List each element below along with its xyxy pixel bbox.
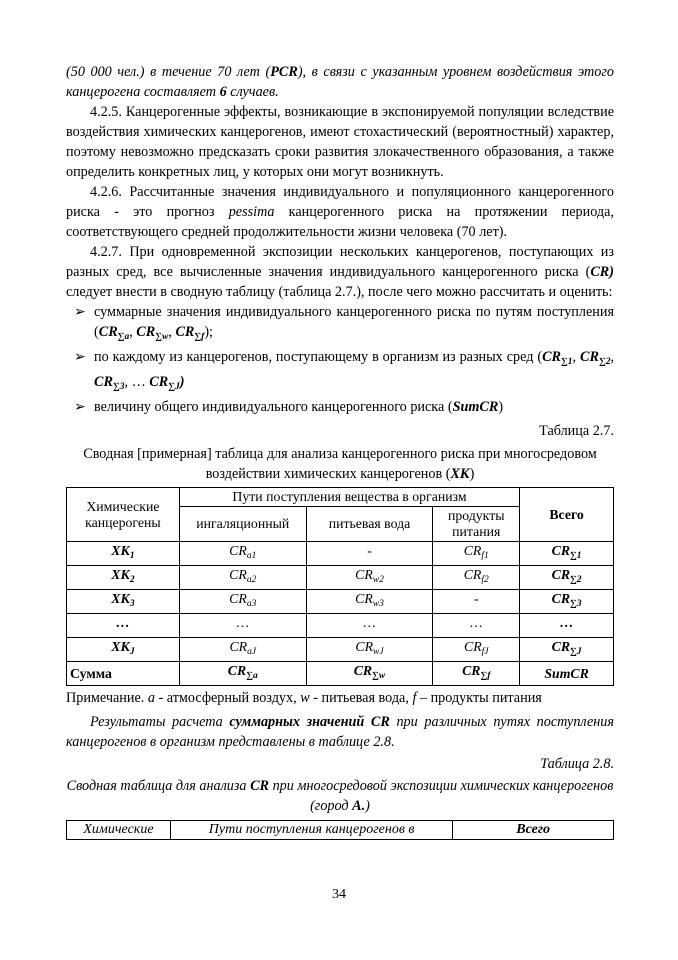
cell-sub: a2 [246, 575, 257, 585]
arrow-bullet-icon: ➢ [74, 399, 86, 415]
table-cell [179, 638, 306, 662]
formula-sub: ∑f [194, 332, 205, 342]
note-a: a [147, 690, 155, 706]
table-cell [433, 638, 520, 662]
cell-main: CR [353, 663, 373, 678]
formula-sub: ∑J [168, 382, 180, 392]
p426-text-2: канцерогенного риска на протяжении периода, соответствующего средней продолжительности жизни человека (70 лет). [66, 204, 614, 240]
cell-main: CR [463, 567, 482, 582]
table-2-7 [66, 487, 614, 686]
header-water: питьевая вода [306, 507, 433, 542]
paragraph-4-2-6 [66, 182, 614, 242]
table-2-7-title [66, 444, 614, 484]
cell-sub: w3 [372, 599, 384, 609]
results-text-2: при различных путях поступления канцерогенов в организм представлены в таблице 2.8. [66, 714, 614, 750]
note-w: w [300, 690, 310, 706]
cell-sub: ∑f [480, 671, 491, 681]
header-inhal: ингаляционный [179, 507, 306, 542]
header-paths: Пути поступления вещества в организм [179, 488, 519, 507]
table-cell [433, 614, 520, 638]
cell-sub: 3 [129, 599, 135, 609]
cell-sub: ∑w [372, 671, 386, 681]
title-end: ) [365, 798, 370, 814]
results-paragraph [66, 712, 614, 752]
title-xk: ХК [450, 466, 470, 482]
table-cell [67, 614, 180, 638]
cell-main: CR [464, 639, 482, 654]
intro-paragraph [66, 62, 614, 102]
ellipsis: , … [124, 374, 150, 390]
sum-a [179, 662, 306, 686]
cell-main: - [367, 543, 372, 558]
cell-main: CR [463, 543, 482, 558]
intro-pcr: PCR [270, 64, 298, 80]
cell-main: ХК [111, 567, 130, 582]
separator: , [572, 349, 580, 365]
table-cell [306, 638, 433, 662]
p427-text: 4.2.7. При одновременной экспозиции нескольких канцерогенов, поступающих из разных сред, все вычисленные значения индивидуального канцерогенного риска ( [66, 244, 614, 280]
bullet-1-text: суммарные значения индивидуального канцерогенного риска по путям поступления ( [94, 304, 614, 340]
page-number: 34 [332, 887, 346, 902]
table-2-8-title [66, 776, 614, 816]
bullet-end: ); [204, 324, 213, 340]
intro-text: (50 000 чел.) в течение 70 лет ( [66, 64, 271, 80]
title-cr: CR [250, 778, 270, 794]
cell-sub: fJ [481, 647, 489, 657]
title-city: А. [352, 798, 366, 814]
results-text: Результаты расчета [90, 714, 230, 730]
intro-count: 6 [219, 84, 227, 100]
cell-sub: ∑a [246, 671, 258, 681]
results-bold: суммарных значений CR [229, 714, 390, 730]
header-food: продукты питания [433, 507, 520, 542]
table-2-7-label: Таблица 2.7. [539, 423, 614, 439]
cell-main: ХК [111, 591, 130, 606]
separator: , [168, 324, 176, 340]
cell-main: CR [229, 591, 247, 606]
arrow-bullet-icon: ➢ [74, 304, 86, 320]
cell-main: … [363, 615, 376, 630]
note-lead: Примечание. [66, 690, 148, 706]
cell-main: … [236, 615, 249, 630]
header-total: Всего [520, 488, 614, 542]
cell-main: CR [355, 567, 373, 582]
sum-total: SumCR [520, 662, 614, 686]
list-item [66, 397, 614, 417]
intro-text-2: ), в связи с указанным уровнем воздействия этого канцерогена составляет [66, 64, 614, 100]
arrow-bullet-icon: ➢ [74, 349, 86, 365]
cell-sub: 1 [129, 551, 135, 561]
table-cell [179, 566, 306, 590]
cell-main: CR [227, 663, 247, 678]
formula: CR [542, 349, 561, 365]
cell-sub: ∑1 [570, 551, 582, 561]
table-note [66, 688, 614, 708]
cell-main: CR [462, 663, 481, 678]
title-text: Сводная [примерная] таблица для анализа канцерогенного риска при многосредовом воздействии химических канцерогенов ( [83, 446, 597, 482]
formula-sub: ∑1 [561, 357, 573, 367]
table-cell [179, 542, 306, 566]
table-2-8-label: Таблица 2.8. [540, 756, 614, 772]
table-row [67, 638, 614, 662]
paragraph-4-2-7 [66, 242, 614, 302]
header-chem: Химические канцерогены [67, 488, 180, 542]
table-cell [67, 590, 180, 614]
table-2-8 [66, 820, 614, 840]
p426-text: 4.2.6. Рассчитанные значения индивидуального и популяционного канцерогенного риска - это прогноз [66, 184, 614, 220]
table-cell [67, 542, 180, 566]
table-cell [67, 638, 180, 662]
cell-main: CR [229, 567, 247, 582]
separator: , [610, 349, 615, 365]
table-row [67, 614, 614, 638]
table-cell [179, 590, 306, 614]
cell-sub: ∑2 [570, 575, 582, 585]
cell-main: - [473, 591, 479, 606]
cell-main: … [470, 615, 483, 630]
note-f: f [412, 690, 417, 706]
table-cell [433, 590, 520, 614]
p427-text-2: следует внести в сводную таблицу (таблица 2.7.), после чего можно рассчитать и оценить: [66, 284, 613, 300]
table-row [67, 542, 614, 566]
formula: CR [136, 324, 156, 340]
cell-sub: ∑J [570, 647, 582, 657]
cell-main: CR [355, 639, 374, 654]
formula: SumCR [452, 399, 499, 415]
cell-main: CR [551, 567, 571, 582]
note-a-text: - атмосферный воздух, [154, 690, 301, 706]
table-row-sum [67, 662, 614, 686]
table-cell [520, 566, 614, 590]
cell-sub: a1 [246, 551, 257, 561]
table-2-7-body [67, 542, 614, 662]
title-text: Сводная таблица для анализа [66, 778, 251, 794]
cell-sub: f2 [481, 575, 489, 585]
intro-text-3: случаев. [226, 84, 279, 100]
table-cell [433, 566, 520, 590]
p426-pessima: pessima [228, 204, 275, 220]
list-item [66, 302, 614, 347]
cell-main: CR [551, 591, 571, 606]
sum-label: Сумма [67, 662, 180, 686]
cell-main: ХК [111, 543, 130, 558]
cell-main: CR [551, 639, 571, 654]
cell-main: CR [229, 543, 247, 558]
cell-sub: J [129, 647, 135, 657]
bullet-end: ) [498, 399, 504, 415]
title-text-2: при многосредовой экспозиции химических канцерогенов (город [269, 778, 614, 814]
table-cell [520, 638, 614, 662]
formula: CR [580, 349, 599, 365]
cell-main: CR [229, 639, 248, 654]
cell-sub: f1 [481, 551, 489, 561]
table-cell [67, 566, 180, 590]
note-w-text: - питьевая вода, [309, 690, 413, 706]
t28-header-chem: Химические [67, 821, 171, 840]
bullet-end: ) [179, 374, 185, 390]
table-cell [520, 614, 614, 638]
formula-sub: ∑w [155, 332, 169, 342]
table-row [67, 590, 614, 614]
table-cell [433, 542, 520, 566]
formula-sub: ∑2 [598, 357, 611, 367]
t28-header-total: Всего [453, 821, 614, 840]
bullet-2-text: по каждому из канцерогенов, поступающему в организм из разных сред ( [94, 349, 543, 365]
cell-main: … [559, 615, 574, 630]
sum-f [433, 662, 520, 686]
sum-w [306, 662, 433, 686]
cell-main: … [116, 615, 130, 630]
cell-main: CR [355, 591, 373, 606]
table-cell [520, 590, 614, 614]
table-row [67, 821, 614, 840]
cell-main: CR [551, 543, 571, 558]
table-cell [520, 542, 614, 566]
list-item [66, 347, 614, 397]
cell-sub: ∑3 [570, 599, 582, 609]
table-cell [179, 614, 306, 638]
table-row [67, 566, 614, 590]
formula-sub: ∑a [117, 332, 130, 342]
note-f-text: – продукты питания [416, 690, 542, 706]
cell-sub: wJ [373, 647, 384, 657]
formula-sub: ∑3 [112, 382, 125, 392]
paragraph-4-2-5: 4.2.5. Канцерогенные эффекты, возникающие в экспонируемой популяции вследствие воздействия химических канцерогенов, имеют стохастический (вероятностный) характер, поэтому невозможно предсказать сроки развития злокачественного образования, а также определить конкретных лиц, у которых они могут возникнуть. [66, 104, 614, 180]
separator: , [129, 324, 137, 340]
formula: CR [149, 374, 169, 390]
formula: CR [98, 324, 118, 340]
bullet-list [66, 302, 614, 417]
table-cell [306, 614, 433, 638]
cell-main: ХК [111, 639, 130, 654]
cell-sub: aJ [247, 647, 257, 657]
page-body [66, 62, 614, 840]
table-cell [306, 542, 433, 566]
p427-cr: CR) [590, 264, 614, 280]
cell-sub: w2 [372, 575, 384, 585]
cell-sub: a3 [246, 599, 257, 609]
formula: CR [94, 374, 113, 390]
formula: CR [175, 324, 195, 340]
table-cell [306, 590, 433, 614]
t28-header-paths: Пути поступления канцерогенов в [170, 821, 452, 840]
cell-sub: 2 [129, 575, 135, 585]
title-end: ) [469, 466, 475, 482]
bullet-3-text: величину общего индивидуального канцерогенного риска ( [94, 399, 453, 415]
table-cell [306, 566, 433, 590]
